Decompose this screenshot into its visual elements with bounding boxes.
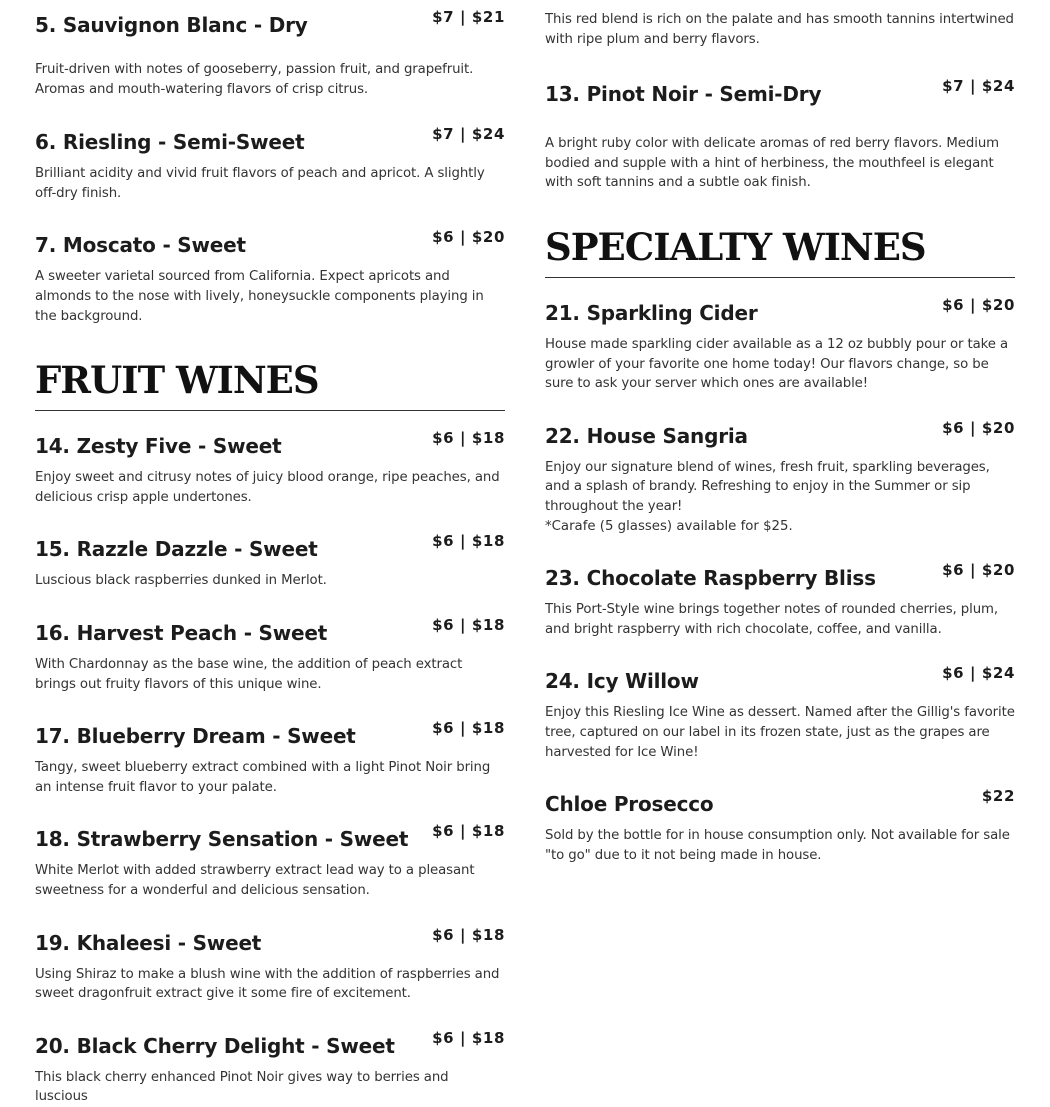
menu-item-price: $6 | $18 — [432, 719, 505, 738]
menu-item-description: Enjoy sweet and citrusy notes of juicy blood orange, ripe peaches, and delicious crisp apple undertones. — [35, 470, 500, 505]
menu-item-name: 17. Blueberry Dream - Sweet — [35, 724, 356, 749]
menu-item — [545, 418, 1015, 536]
menu-item-name: 21. Sparkling Cider — [545, 300, 758, 325]
menu-item-price: $7 | $24 — [432, 125, 505, 144]
menu-item-description: Enjoy this Riesling Ice Wine as dessert. Named after the Gillig's favorite tree, captured on our label in its frozen state, just as the grapes are harvested for Ice Wine! — [545, 705, 1015, 760]
section-title-specialty-wines: SPECIALTY WINES — [545, 225, 1015, 278]
menu-item-description: A bright ruby color with delicate aromas of red berry flavors. Medium bodied and supple with a hint of herbiness, the mouthfeel is elegant with soft tannins and a subtle oak finish. — [545, 136, 999, 191]
menu-item — [545, 79, 1015, 193]
menu-item-name: 16. Harvest Peach - Sweet — [35, 620, 328, 645]
menu-item-description: Enjoy our signature blend of wines, fresh fruit, sparkling beverages, and a splash of brandy. Refreshing to enjoy in the Summer or sip throughout the year! — [545, 459, 990, 514]
menu-item-description: A sweeter varietal sourced from California. Expect apricots and almonds to the nose with lively, honeysuckle components playing in the background. — [35, 269, 484, 324]
menu-item-price: $22 — [981, 787, 1015, 806]
section-title-fruit-wines: FRUIT WINES — [35, 358, 505, 411]
right-column — [545, 0, 1015, 865]
menu-item-price: $6 | $20 — [942, 561, 1015, 580]
menu-item-header — [545, 79, 1015, 109]
menu-item-price: $6 | $20 — [432, 228, 505, 247]
menu-item — [35, 721, 505, 797]
menu-item — [35, 230, 505, 326]
menu-item-header — [545, 666, 1015, 696]
menu-item-header — [35, 534, 505, 564]
menu-item-description: This Port-Style wine brings together notes of rounded cherries, plum, and bright raspberry with rich chocolate, coffee, and vanilla. — [545, 602, 999, 637]
menu-item-price: $7 | $24 — [942, 77, 1015, 96]
menu-item — [35, 127, 505, 203]
menu-item-header — [35, 1028, 505, 1061]
menu-item-header — [545, 789, 1015, 819]
menu-item — [545, 666, 1015, 762]
menu-item-description: House made sparkling cider available as a 12 oz bubbly pour or take a growler of your favorite one home today! Our flavors change, so be sure to ask your server which ones are available! — [545, 336, 1009, 392]
menu-item-name: 13. Pinot Noir - Semi-Dry — [545, 82, 822, 107]
menu-item — [35, 10, 505, 99]
menu-item-price: $6 | $20 — [942, 295, 1015, 314]
menu-item-header — [545, 418, 1015, 451]
menu-item-name: 5. Sauvignon Blanc - Dry — [35, 13, 308, 37]
menu-item-name: 23. Chocolate Raspberry Bliss — [545, 566, 876, 591]
menu-item-header — [35, 431, 505, 461]
menu-item-name: 7. Moscato - Sweet — [35, 233, 246, 258]
menu-item-header — [35, 925, 505, 958]
menu-item-header — [35, 10, 505, 40]
menu-item-price: $6 | $18 — [432, 1028, 505, 1047]
menu-item-price: $6 | $18 — [432, 925, 505, 944]
menu-item-description: White Merlot with added strawberry extract lead way to a pleasant sweetness for a wonderful and delicious sensation. — [35, 863, 475, 898]
menu-item-price: $7 | $21 — [432, 8, 505, 26]
menu-item-price: $6 | $18 — [432, 822, 505, 841]
menu-item-name: 18. Strawberry Sensation - Sweet — [35, 827, 409, 852]
menu-item — [35, 1028, 505, 1107]
menu-item — [35, 431, 505, 507]
menu-item-description: Brilliant acidity and vivid fruit flavors of peach and apricot. A slightly off-dry finish. — [35, 166, 485, 201]
menu-item-description: This red blend is rich on the palate and has smooth tannins intertwined with ripe plum and berry flavors. — [545, 12, 1014, 47]
menu-item-name: 20. Black Cherry Delight - Sweet — [35, 1033, 395, 1058]
menu-item-note: *Carafe (5 glasses) available for $25. — [545, 518, 793, 534]
menu-item-description: Using Shiraz to make a blush wine with the addition of raspberries and sweet dragonfruit extract give it some fire of excitement. — [35, 966, 500, 1002]
menu-item-header — [35, 824, 505, 854]
menu-item — [545, 563, 1015, 639]
menu-item-price: $6 | $18 — [432, 532, 505, 551]
menu-item-price: $6 | $24 — [942, 664, 1015, 683]
menu-item-description: With Chardonnay as the base wine, the addition of peach extract brings out fruity flavors of this unique wine. — [35, 656, 463, 692]
menu-item — [35, 824, 505, 900]
menu-item — [545, 789, 1015, 865]
menu-item-description: Luscious black raspberries dunked in Merlot. — [35, 573, 327, 589]
menu-item-name: 19. Khaleesi - Sweet — [35, 930, 262, 955]
menu-item-name: 14. Zesty Five - Sweet — [35, 434, 282, 459]
menu-item-header — [545, 563, 1015, 593]
menu-item-price: $6 | $20 — [942, 418, 1015, 437]
menu-item — [545, 295, 1015, 394]
menu-item — [35, 534, 505, 591]
menu-item-name: 22. House Sangria — [545, 423, 748, 448]
menu-item-header — [35, 721, 505, 751]
menu-item-price: $6 | $18 — [432, 615, 505, 634]
menu-item-header — [35, 615, 505, 648]
menu-item-header — [545, 295, 1015, 328]
left-column — [35, 0, 505, 1107]
menu-item-header — [35, 230, 505, 260]
menu-item-description: Sold by the bottle for in house consumption only. Not available for sale "to go" due to it not being made in house. — [545, 828, 1010, 863]
menu-item-description: Tangy, sweet blueberry extract combined with a light Pinot Noir bring an intense fruit flavor to your palate. — [35, 760, 491, 795]
menu-item-name: 15. Razzle Dazzle - Sweet — [35, 537, 318, 562]
menu-item-name: Chloe Prosecco — [545, 792, 714, 817]
menu-item-header — [35, 127, 505, 157]
menu-item-description: Fruit-driven with notes of gooseberry, passion fruit, and grapefruit. Aromas and mouth-watering flavors of crisp citrus. — [35, 62, 474, 97]
menu-item — [35, 925, 505, 1004]
menu-item-description: This black cherry enhanced Pinot Noir gives way to berries and luscious — [35, 1069, 449, 1105]
menu-item-name: 24. Icy Willow — [545, 669, 699, 694]
menu-item-price: $6 | $18 — [432, 429, 505, 448]
menu-item-name: 6. Riesling - Semi-Sweet — [35, 130, 305, 155]
menu-item — [35, 615, 505, 694]
